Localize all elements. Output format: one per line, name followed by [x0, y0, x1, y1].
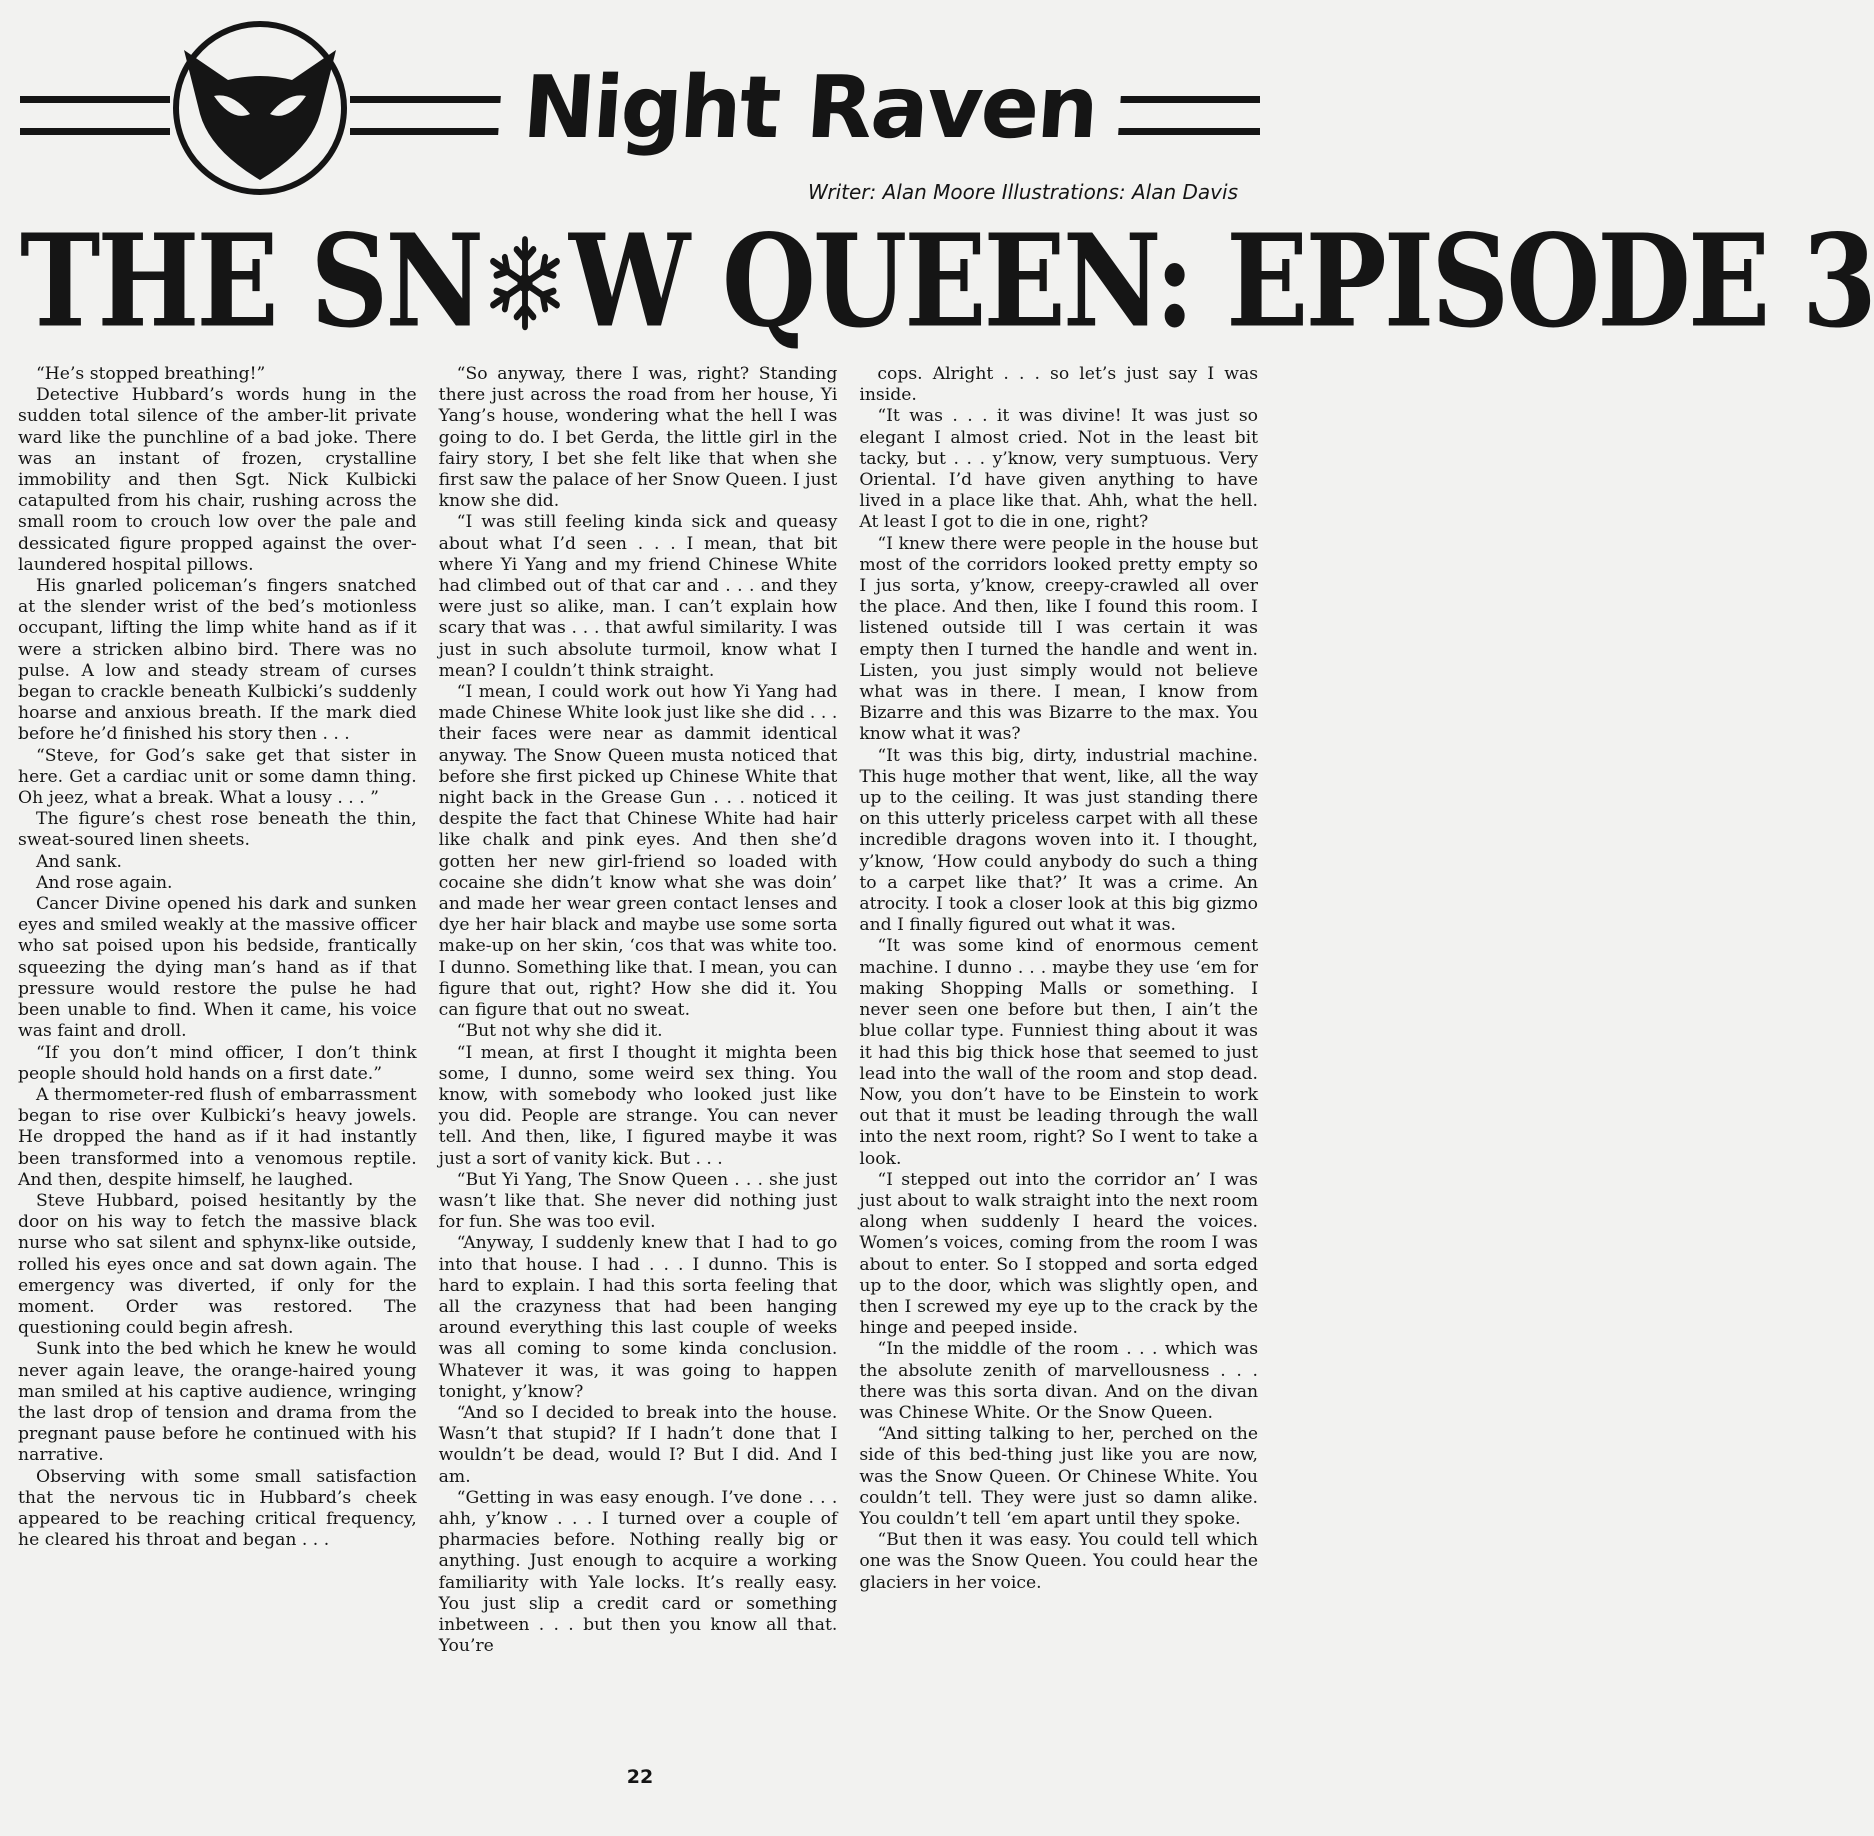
paragraph: “It was . . . it was divine! It was just so elegant I almost cried. Not in the least bit tacky, but . . . y’know, very sumptuous. Very Oriental. I’d have given anything to have lived in a place like that. Ahh, what the hell. At least I got to die in one, right?: [859, 406, 1259, 533]
credits-line: Writer: Alan Moore Illustrations: Alan Davis: [807, 180, 1238, 204]
paragraph: Cancer Divine opened his dark and sunken eyes and smiled weakly at the massive officer who sat poised upon his bedside, frantically squeezing the dying man’s hand as if that pressure would restore the pulse he had been unable to find. When it came, his voice was faint and droll.: [18, 894, 417, 1042]
episode-title: [20, 199, 1874, 364]
paragraph: “It was this big, dirty, industrial machine. This huge mother that went, like, all the way up to the ceiling. It was just standing there on this utterly priceless carpet with all these incredible dragons woven into it. I thought, y’know, ‘How could anybody do such a thing to a carpet like that?’ It was a crime. An atrocity. I took a closer look at this big gizmo and I finally figured out what it was.: [859, 745, 1259, 936]
masthead-rule: [350, 128, 510, 135]
paragraph: “Getting in was easy enough. I’ve done . . . ahh, y’know . . . I turned over a couple of pharmacies before. Nothing really big or anything. Just enough to acquire a working familiarity with Yale locks. It’s really easy. You just slip a credit card or something inbetween . . . but then you know all that. You’re: [438, 1487, 838, 1657]
paragraph: “And so I decided to break into the house. Wasn’t that stupid? If I hadn’t done that I wouldn’t be dead, would I? But I did. And I am.: [438, 1402, 838, 1487]
paragraph: “In the middle of the room . . . which was the absolute zenith of marvellousness . . . there was this sorta divan. And on the divan was Chinese White. Or the Snow Queen.: [859, 1339, 1259, 1423]
paragraph: A thermometer-red flush of embarrassment began to rise over Kulbicki’s heavy jowels. He dropped the hand as if it had instantly been transformed into a venomous reptile. And then, despite himself, he laughed.: [18, 1084, 417, 1190]
paragraph: “Anyway, I suddenly knew that I had to go into that house. I had . . . I dunno. This is hard to explain. I had this sorta feeling that all the crazyness that had been hanging around everything this last couple of weeks was all coming to some kinda conclusion. Whatever it was, it was going to happen tonight, y’know?: [438, 1233, 838, 1402]
paragraph: “So anyway, there I was, right? Standing there just across the road from her house, Yi Yang’s house, wondering what the hell I was going to do. I bet Gerda, the little girl in the fairy story, I bet she felt like that when she first saw the palace of her Snow Queen. I just know she did.: [438, 364, 838, 512]
text-column: [439, 364, 838, 1764]
text-column: [859, 364, 1258, 1764]
paragraph: “I knew there were people in the house but most of the corridors looked pretty empty so I jus sorta, y’know, creepy-crawled all over the place. And then, like I found this room. I listened outside till I was certain it was empty then I turned the handle and went in. Listen, you just simply would not believe what was in there. I mean, I know from Bizarre and this was Bizarre to the max. You know what it was?: [859, 533, 1259, 745]
raven-mask-logo-icon: [170, 18, 350, 198]
paragraph: His gnarled policeman’s fingers snatched at the slender wrist of the bed’s motionless occupant, lifting the limp white hand as if it were a stricken albino bird. There was no pulse. A low and steady stream of curses began to crackle beneath Kulbicki’s suddenly hoarse and anxious breath. If the mark died before he’d finished his story then . . .: [18, 576, 417, 745]
paragraph: Sunk into the bed which he knew he would never again leave, the orange-haired young man smiled at his captive audience, wringing the last drop of tension and drama from the pregnant pause before he continued with his narrative.: [18, 1339, 417, 1466]
paragraph: cops. Alright . . . so let’s just say I was inside.: [859, 364, 1259, 406]
logo-title: Night Raven: [497, 58, 1124, 158]
paragraph: Observing with some small satisfaction that the nervous tic in Hubbard’s cheek appeared to be reaching critical frequency, he cleared his throat and began . . .: [18, 1466, 417, 1551]
paragraph: “Steve, for God’s sake get that sister in here. Get a cardiac unit or some damn thing. Oh jeez, what a break. What a lousy . . . ”: [18, 745, 417, 809]
paragraph: The figure’s chest rose beneath the thin, sweat-soured linen sheets.: [18, 809, 417, 851]
page-number: 22: [626, 1766, 654, 1788]
masthead-rule: [20, 96, 170, 103]
paragraph: “It was some kind of enormous cement machine. I dunno . . . maybe they use ‘em for making Shopping Malls or something. I never seen one before but then, I ain’t the blue collar type. Funniest thing about it was it had this big thick hose that seemed to just lead into the wall of the room and stop dead. Now, you don’t have to be Einstein to work out that it must be leading through the wall into the next room, right? So I went to take a look.: [859, 936, 1259, 1169]
paragraph: “But not why she did it.: [456, 1021, 663, 1042]
masthead: [0, 0, 1280, 200]
paragraph: “I mean, I could work out how Yi Yang had made Chinese White look just like she did . . . their faces were near as dammit identical anyway. The Snow Queen musta noticed that before she first picked up Chinese White that night back in the Grease Gun . . . noticed it despite the fact that Chinese White had hair like chalk and pink eyes. And then she’d gotten her new girl-friend so loaded with cocaine she didn’t know what she was doin’ and made her wear green contact lenses and dye her hair black and maybe use some sorta make-up on her skin, ‘cos that was white too. I dunno. Something like that. I mean, you can figure that out, right? How she did it. You can figure that out no sweat.: [438, 682, 838, 1021]
text-column: [18, 364, 417, 1764]
paragraph: “I stepped out into the corridor an’ I was just about to walk straight into the next room along when suddenly I heard the voices. Women’s voices, coming from the room I was about to enter. So I stopped and sorta edged up to the door, which was slightly open, and then I screwed my eye up to the crack by the hinge and peeped inside.: [859, 1169, 1259, 1339]
snowflake-icon: [483, 234, 567, 333]
paragraph: “He’s stopped breathing!”: [36, 364, 266, 384]
article-body: [18, 364, 1258, 1764]
paragraph: “And sitting talking to her, perched on the side of this bed-thing just like you are now, was the Snow Queen. Or Chinese White. You couldn’t tell. They were just so damn alike. You couldn’t tell ‘em apart until they spoke.: [859, 1424, 1259, 1529]
episode-title-part: THE SN: [20, 207, 482, 357]
masthead-rule: [350, 96, 510, 103]
paragraph: And sank.: [36, 851, 122, 872]
paragraph: “But Yi Yang, The Snow Queen . . . she just wasn’t like that. She never did nothing just for fun. She was too evil.: [438, 1169, 838, 1233]
paragraph: And rose again.: [36, 872, 173, 893]
episode-title-part: W QUEEN: EPISODE 3: [569, 207, 1874, 357]
paragraph: “If you don’t mind officer, I don’t think people should hold hands on a first date.”: [18, 1042, 417, 1084]
paragraph: “I was still feeling kinda sick and queasy about what I’d seen . . . I mean, that bit where Yi Yang and my friend Chinese White had climbed out of that car and . . . and they were just so alike, man. I can’t explain how scary that was . . . that awful similarity. I was just in such absolute turmoil, know what I mean? I couldn’t think straight.: [438, 512, 838, 681]
paragraph: “But then it was easy. You could tell which one was the Snow Queen. You could hear the glaciers in her voice.: [859, 1530, 1259, 1593]
paragraph: “I mean, at first I thought it mighta been some, I dunno, some weird sex thing. You know, with somebody who looked just like you did. People are strange. You can never tell. And then, like, I figured maybe it was just a sort of vanity kick. But . . .: [438, 1042, 838, 1169]
masthead-rule: [20, 128, 170, 135]
paragraph: Steve Hubbard, poised hesitantly by the door on his way to fetch the massive black nurse who sat silent and sphynx-like outside, rolled his eyes once and sat down again. The emergency was diverted, if only for the moment. Order was restored. The questioning could begin afresh.: [18, 1190, 417, 1339]
paragraph: Detective Hubbard’s words hung in the sudden total silence of the amber-lit private ward like the punchline of a bad joke. There was an instant of frozen, crystalline immobility and then Sgt. Nick Kulbicki catapulted from his chair, rushing across the small room to crouch low over the pale and dessicated figure propped against the over-laundered hospital pillows.: [18, 385, 417, 575]
